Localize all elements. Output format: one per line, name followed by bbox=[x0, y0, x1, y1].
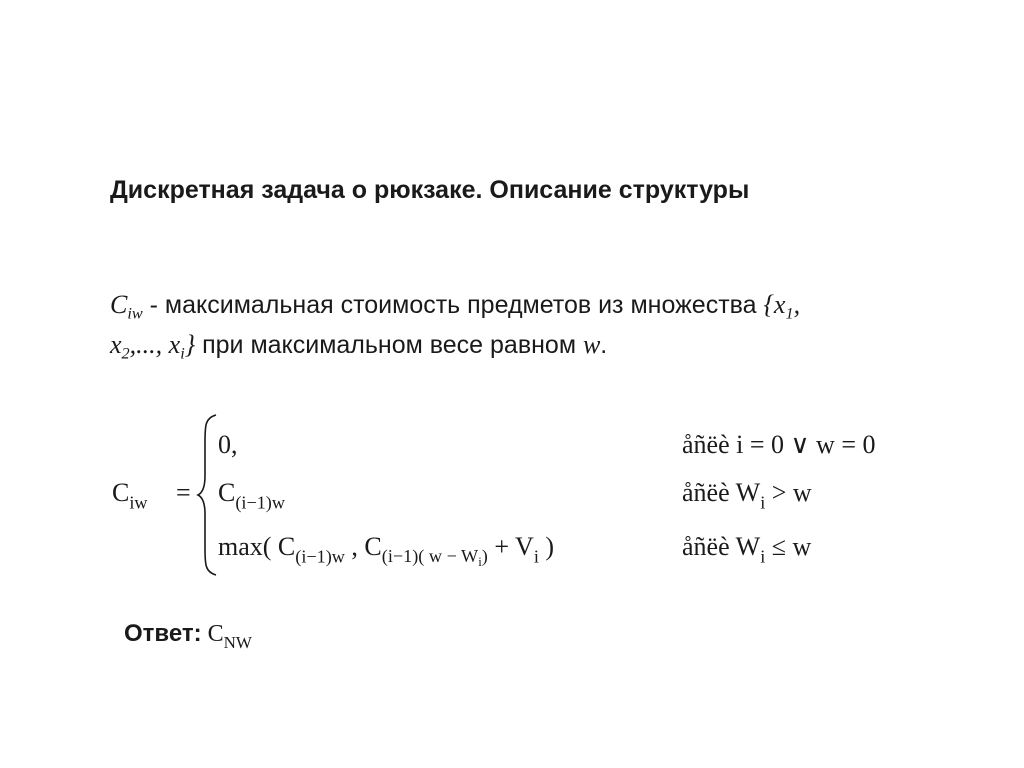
case3-plus-v: + V bbox=[487, 532, 534, 561]
formula-equals: = bbox=[176, 478, 191, 507]
case3-cond-subscript: i bbox=[760, 546, 766, 567]
answer-subscript: NW bbox=[223, 632, 252, 652]
case2-cond-subscript: i bbox=[760, 492, 766, 513]
case3-cond-rest: ≤ w bbox=[765, 532, 812, 561]
case3-subscript-2 bbox=[381, 546, 488, 570]
slide-title: Дискретная задача о рюкзаке. Описание структуры bbox=[110, 176, 750, 204]
period: . bbox=[600, 331, 608, 359]
x1-subscript: 1 bbox=[785, 304, 794, 323]
lhs-subscript: iw bbox=[129, 492, 148, 513]
case3-comma-c: , C bbox=[344, 532, 382, 561]
answer-value: C bbox=[207, 621, 224, 647]
case3-subscript-2-close: ) bbox=[481, 546, 488, 567]
set-close: } bbox=[184, 330, 196, 359]
xi-subscript: i bbox=[180, 344, 185, 363]
answer-label: Ответ: bbox=[124, 620, 202, 647]
description-line-1 bbox=[110, 290, 800, 324]
answer bbox=[124, 620, 252, 653]
description-text-2: при максимальном весе равном bbox=[195, 331, 583, 359]
case2-value bbox=[218, 478, 285, 513]
case2-c: C bbox=[218, 478, 236, 507]
lhs-c: C bbox=[112, 478, 130, 507]
case1-value: 0, bbox=[218, 430, 238, 459]
c-symbol: C bbox=[110, 290, 128, 319]
case2-cond-text: åñëè W bbox=[682, 478, 761, 507]
c-subscript: iw bbox=[127, 304, 143, 323]
set-open: {x bbox=[763, 290, 786, 319]
case3-subscript-2-i: i bbox=[478, 555, 482, 570]
case3-condition bbox=[682, 532, 811, 567]
description-text-1: - максимальная стоимость предметов из множества bbox=[142, 291, 764, 319]
case2-subscript: (i−1)w bbox=[235, 492, 285, 513]
case3-subscript-2-text: (i−1)( w − W bbox=[381, 546, 479, 567]
w-symbol: w bbox=[582, 330, 601, 359]
case3-max: max( C bbox=[218, 532, 296, 561]
case3-close: ) bbox=[538, 532, 555, 561]
x2-subscript: 2 bbox=[121, 344, 130, 363]
ellipsis: ,..., x bbox=[129, 330, 181, 359]
formula-lhs bbox=[112, 478, 148, 513]
description-line-2 bbox=[110, 330, 607, 364]
case3-subscript-1: (i−1)w bbox=[295, 546, 345, 567]
case3-value bbox=[218, 532, 554, 570]
case2-condition bbox=[682, 478, 812, 513]
left-brace-icon bbox=[196, 412, 220, 578]
case3-v-subscript: i bbox=[533, 546, 539, 567]
comma: , bbox=[793, 290, 801, 319]
x2-symbol: x bbox=[110, 330, 122, 359]
case3-cond-text: åñëè W bbox=[682, 532, 761, 561]
case2-cond-rest: > w bbox=[765, 478, 812, 507]
case1-condition: åñëè i = 0 ∨ w = 0 bbox=[682, 430, 876, 459]
